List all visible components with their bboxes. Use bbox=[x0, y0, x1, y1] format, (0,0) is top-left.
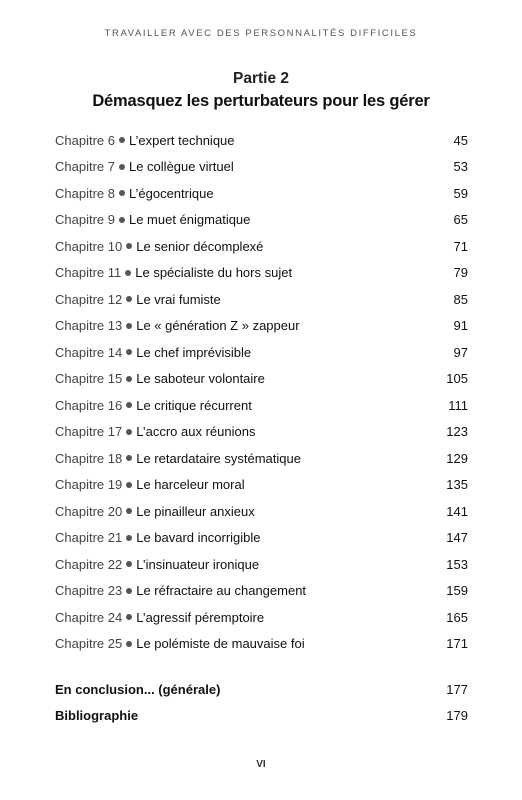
page-number: 153 bbox=[446, 556, 468, 572]
bullet-icon bbox=[126, 243, 132, 249]
bullet-icon bbox=[119, 190, 125, 196]
chapter-title: Le collègue virtuel bbox=[128, 159, 234, 175]
chapter-number: Chapitre 12 bbox=[55, 291, 123, 307]
chapter-title: Le réfractaire au changement bbox=[136, 583, 307, 599]
page-number: 177 bbox=[446, 681, 468, 697]
page-number: 65 bbox=[453, 212, 468, 228]
bullet-icon bbox=[119, 217, 125, 223]
page-number: 45 bbox=[453, 132, 468, 148]
page-number: 165 bbox=[446, 609, 468, 625]
page-number: 147 bbox=[446, 530, 468, 546]
page-number: 171 bbox=[446, 636, 468, 652]
end-matter bbox=[55, 676, 468, 728]
chapter-title: Le harceleur moral bbox=[136, 477, 245, 493]
chapter-title: Le critique récurrent bbox=[136, 397, 252, 413]
toc-entry-chapter-14[interactable] bbox=[55, 339, 468, 366]
page-number: 111 bbox=[448, 397, 468, 413]
page-number: 79 bbox=[453, 265, 468, 281]
toc-entry-chapter-12[interactable] bbox=[55, 286, 468, 313]
chapter-number: Chapitre 21 bbox=[55, 530, 123, 546]
toc-entry-chapter-23[interactable] bbox=[55, 578, 468, 605]
bullet-icon bbox=[126, 588, 132, 594]
bullet-icon bbox=[126, 402, 132, 408]
toc-entry-chapter-7[interactable] bbox=[55, 154, 468, 181]
chapter-title: Le senior décomplexé bbox=[136, 238, 264, 254]
chapter-title: L’agressif péremptoire bbox=[136, 609, 265, 625]
page-number: 85 bbox=[453, 291, 468, 307]
page-number: 91 bbox=[453, 318, 468, 334]
chapter-number: Chapitre 23 bbox=[55, 583, 123, 599]
chapter-number: Chapitre 25 bbox=[55, 636, 123, 652]
page-number: 123 bbox=[446, 424, 468, 440]
bullet-icon bbox=[126, 535, 132, 541]
chapter-number: Chapitre 10 bbox=[55, 238, 123, 254]
chapter-title: Le spécialiste du hors sujet bbox=[135, 265, 293, 281]
chapter-number: Chapitre 20 bbox=[55, 503, 123, 519]
chapter-number: Chapitre 11 bbox=[55, 265, 122, 281]
table-of-contents bbox=[55, 127, 468, 657]
chapter-number: Chapitre 6 bbox=[55, 132, 115, 148]
chapter-number: Chapitre 8 bbox=[55, 185, 115, 201]
toc-entry-chapter-8[interactable] bbox=[55, 180, 468, 207]
toc-entry-chapter-25[interactable] bbox=[55, 631, 468, 658]
chapter-title: Le « génération Z » zappeur bbox=[136, 318, 300, 334]
toc-entry-chapter-15[interactable] bbox=[55, 366, 468, 393]
bullet-icon bbox=[126, 376, 132, 382]
bullet-icon bbox=[126, 296, 132, 302]
chapter-title: Le chef imprévisible bbox=[136, 344, 252, 360]
page-number: 179 bbox=[446, 707, 468, 723]
chapter-number: Chapitre 22 bbox=[55, 556, 123, 572]
page-number: 71 bbox=[453, 238, 468, 254]
chapter-number: Chapitre 15 bbox=[55, 371, 123, 387]
chapter-number: Chapitre 16 bbox=[55, 397, 123, 413]
chapter-title: Le muet énigmatique bbox=[128, 212, 251, 228]
page-number: 135 bbox=[446, 477, 468, 493]
toc-entry-chapter-10[interactable] bbox=[55, 233, 468, 260]
page-number: 59 bbox=[453, 185, 468, 201]
page-number: 97 bbox=[453, 344, 468, 360]
running-header: TRAVAILLER AVEC DES PERSONNALITÉS DIFFICILES bbox=[104, 28, 418, 39]
chapter-number: Chapitre 13 bbox=[55, 318, 123, 334]
chapter-number: Chapitre 9 bbox=[55, 212, 115, 228]
bullet-icon bbox=[126, 455, 132, 461]
bullet-icon bbox=[126, 349, 132, 355]
toc-entry-chapter-21[interactable] bbox=[55, 525, 468, 552]
bullet-icon bbox=[119, 137, 125, 143]
chapter-title: Le bavard incorrigible bbox=[136, 530, 261, 546]
toc-entry-chapter-16[interactable] bbox=[55, 392, 468, 419]
bullet-icon bbox=[126, 614, 132, 620]
chapter-title: L’expert technique bbox=[128, 132, 235, 148]
toc-entry-chapter-11[interactable] bbox=[55, 260, 468, 287]
toc-entry-chapter-19[interactable] bbox=[55, 472, 468, 499]
toc-entry-chapter-13[interactable] bbox=[55, 313, 468, 340]
bullet-icon bbox=[126, 641, 132, 647]
toc-entry-bibliographie[interactable] bbox=[55, 702, 468, 728]
page-number: 129 bbox=[446, 450, 468, 466]
chapter-number: Chapitre 19 bbox=[55, 477, 123, 493]
bullet-icon bbox=[126, 561, 132, 567]
chapter-title: L’égocentrique bbox=[128, 185, 214, 201]
chapter-title: Le retardataire systématique bbox=[136, 450, 301, 466]
bibliography-label: Bibliographie bbox=[55, 707, 139, 723]
chapter-title: L’accro aux réunions bbox=[136, 424, 256, 440]
toc-entry-chapter-24[interactable] bbox=[55, 604, 468, 631]
bullet-icon bbox=[125, 270, 131, 276]
chapter-title: L’insinuateur ironique bbox=[136, 556, 260, 572]
chapter-number: Chapitre 18 bbox=[55, 450, 123, 466]
toc-entry-chapter-22[interactable] bbox=[55, 551, 468, 578]
bullet-icon bbox=[126, 508, 132, 514]
toc-entry-chapter-17[interactable] bbox=[55, 419, 468, 446]
page-number: 105 bbox=[446, 371, 468, 387]
page-number: 53 bbox=[453, 159, 468, 175]
chapter-title: Le pinailleur anxieux bbox=[136, 503, 255, 519]
bullet-icon bbox=[119, 164, 125, 170]
chapter-title: Le vrai fumiste bbox=[136, 291, 221, 307]
toc-entry-chapter-9[interactable] bbox=[55, 207, 468, 234]
chapter-number: Chapitre 14 bbox=[55, 344, 123, 360]
chapter-title: Le saboteur volontaire bbox=[136, 371, 265, 387]
conclusion-label: En conclusion... (générale) bbox=[55, 681, 221, 697]
page-folio: VI bbox=[256, 759, 266, 770]
page-number: 141 bbox=[446, 503, 468, 519]
chapter-number: Chapitre 17 bbox=[55, 424, 123, 440]
bullet-icon bbox=[126, 323, 132, 329]
chapter-number: Chapitre 24 bbox=[55, 609, 123, 625]
toc-entry-conclusion[interactable] bbox=[55, 676, 468, 702]
toc-entry-chapter-6[interactable] bbox=[55, 127, 468, 154]
part-title: Démasquez les perturbateurs pour les gérer bbox=[92, 92, 430, 110]
bullet-icon bbox=[126, 482, 132, 488]
toc-entry-chapter-18[interactable] bbox=[55, 445, 468, 472]
chapter-title: Le polémiste de mauvaise foi bbox=[136, 636, 305, 652]
bullet-icon bbox=[126, 429, 132, 435]
page-number: 159 bbox=[446, 583, 468, 599]
toc-entry-chapter-20[interactable] bbox=[55, 498, 468, 525]
part-label: Partie 2 bbox=[232, 70, 289, 87]
chapter-number: Chapitre 7 bbox=[55, 159, 115, 175]
